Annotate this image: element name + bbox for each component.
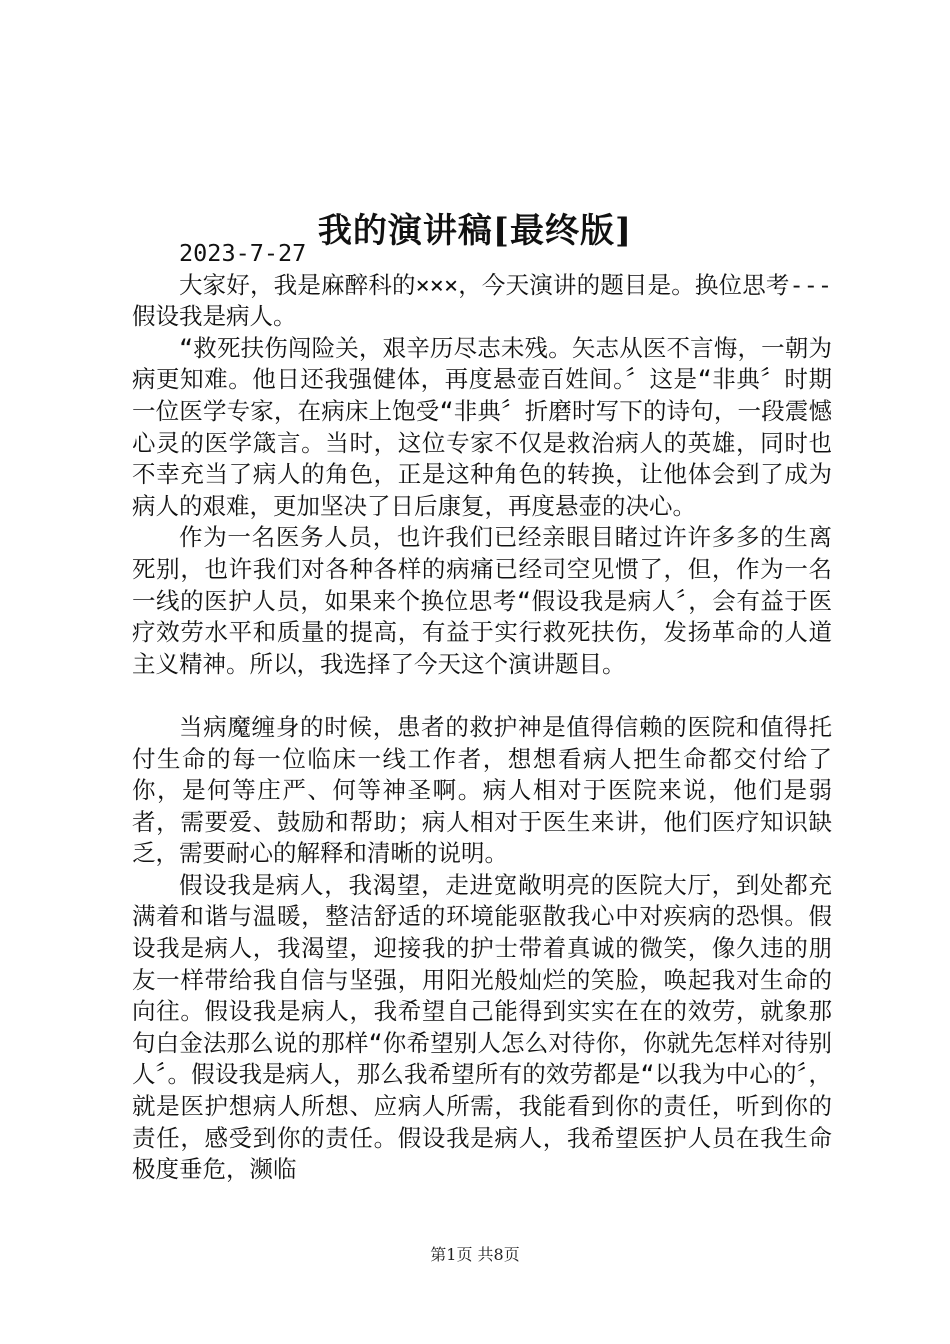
document-body [132, 238, 832, 1186]
page-number-footer: 第1页 共8页 [430, 1245, 520, 1264]
paragraph-topic-reason: 作为一名医务人员，也许我们已经亲眼目睹过许许多多的生离死别，也许我们对各种各样的病痛已经司空见惯了，但，作为一名一线的医护人员，如果来个换位思考“假设我是病人〞，会有益于医疗效劳水平和质量的提高，有益于实行救死扶伤，发扬革命的人道主义精神。所以，我选择了今天这个演讲题目。 [132, 523, 832, 678]
document-date: 2023-7-27 [179, 239, 307, 267]
paragraph-patient-trust: 当病魔缠身的时候，患者的救护神是值得信赖的医院和值得托付生命的每一位临床一线工作者，想想看病人把生命都交付给了你，是何等庄严、何等神圣啊。病人相对于医院来说，他们是弱者，需要爱、鼓励和帮助；病人相对于医生来讲，他们医疗知识缺乏，需要耐心的解释和清晰的说明。 [132, 712, 832, 868]
paragraph-poem: “救死扶伤闯险关，艰辛历尽志未残。矢志从医不言悔，一朝为病更知难。他日还我强健体，再度悬壶百姓间。〞这是“非典〞时期一位医学专家，在病床上饱受“非典〞折磨时写下的诗句，一段震憾心灵的医学箴言。当时，这位专家不仅是救治病人的英雄，同时也不幸充当了病人的角色，正是这种角色的转换，让他体会到了成为病人的艰难，更加坚决了日后康复，再度悬壶的决心。 [132, 333, 832, 520]
paragraph-greeting: 大家好，我是麻醉科的×××，今天演讲的题目是。换位思考---假设我是病人。 [132, 270, 832, 331]
paragraph-if-i-were-patient: 假设我是病人，我渴望，走进宽敞明亮的医院大厅，到处都充满着和谐与温暖，整洁舒适的环境能驱散我心中对疾病的恐惧。假设我是病人，我渴望，迎接我的护士带着真诚的微笑，像久违的朋友一样带给我自信与坚强，用阳光般灿烂的笑脸，唤起我对生命的向往。假设我是病人，我希望自己能得到实实在在的效劳，就象那句白金法那么说的那样“你希望别人怎么对待你，你就先怎样对待别人〞。假设我是病人，那么我希望所有的效劳都是“以我为中心的〞，就是医护想病人所想、应病人所需，我能看到你的责任，听到你的责任，感受到你的责任。假设我是病人，我希望医护人员在我生命极度垂危，濒临 [132, 870, 832, 1184]
document-title: 我的演讲稿[最终版] [317, 210, 633, 251]
